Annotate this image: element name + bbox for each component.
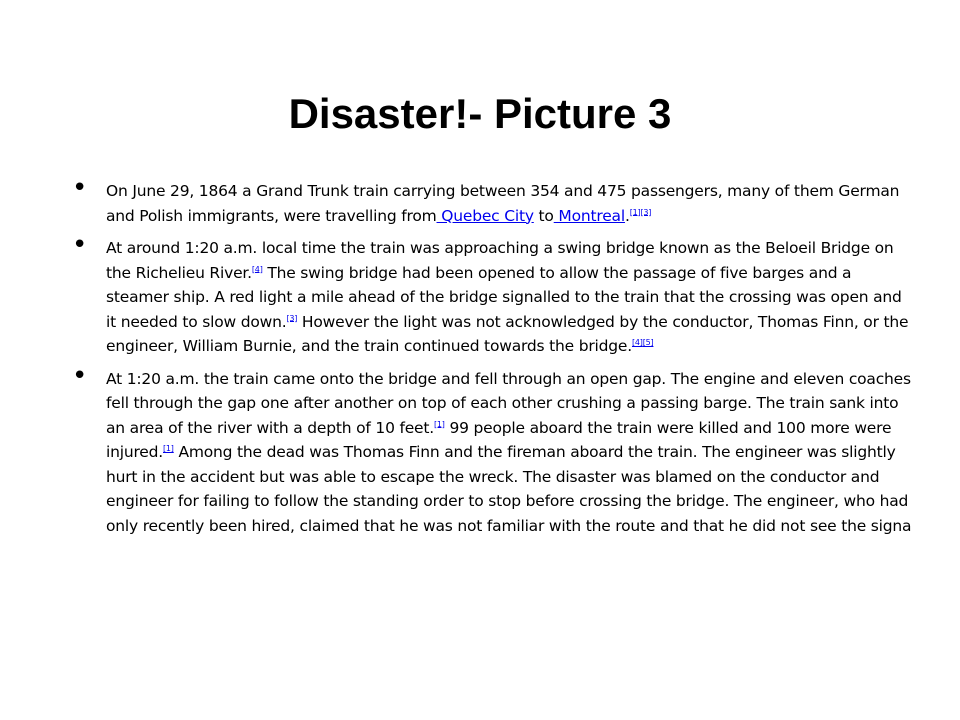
citation-group (286, 313, 297, 322)
paragraph-text: At around 1:20 a.m. local time the train was approaching a swing bridge known as the Beloeil Bridge on the Richelieu River. (106, 239, 894, 282)
citation-group (163, 444, 174, 453)
citation-link-4[interactable]: [4] (251, 264, 263, 274)
paragraph-text: to (533, 206, 554, 225)
citation-group (434, 419, 445, 428)
paragraph-text: However the light was not acknowledged by the conductor, Thomas Finn, or the engineer, William Burnie, and the train continued towards the bridge. (106, 312, 909, 355)
paragraph-text: Among the dead was Thomas Finn and the fireman aboard the train. The engineer was slightly hurt in the accident but was able to escape the wreck. The disaster was blamed on the conductor and engineer for failing to follow the standing order to stop before crossing the bridge. The engineer, who had only recently been hired, claimed that he was not familiar with the route and that he did not see the signa (106, 443, 912, 535)
citation-group (630, 207, 651, 216)
paragraph-text: 99 people aboard the train were killed and 100 more were injured. (106, 418, 892, 461)
paragraph-text: . (624, 206, 630, 225)
bullet-dot-icon: • (72, 230, 88, 260)
bullet-item-1 (72, 173, 912, 228)
citation-link-3[interactable]: [3] (286, 313, 298, 323)
citation-group (252, 264, 263, 273)
bullet-dot-icon: • (72, 360, 88, 391)
link-quebec-city[interactable]: Quebec City (436, 206, 534, 225)
bullet-dot-icon: • (72, 173, 88, 203)
bullet-list (72, 173, 912, 546)
citation-link-1[interactable]: [1] (163, 443, 174, 453)
slide-title: Disaster!- Picture 3 (288, 90, 672, 137)
citation-link-1[interactable]: [1] (434, 419, 445, 429)
link-montreal[interactable]: Montreal (553, 206, 625, 225)
paragraph-text: At 1:20 a.m. the train came onto the bridge and fell through an open gap. The engine and eleven coaches fell through the gap one after another on top of each other crushing a passing barge. The train sank into an area of the river with a depth of 10 feet. (106, 369, 911, 437)
citation-link-1[interactable]: [1] (629, 207, 641, 217)
paragraph-text: On June 29, 1864 a Grand Trunk train carrying between 354 and 475 passengers, many of them German and Polish immigrants, were travelling from (106, 182, 900, 225)
citation-group (632, 338, 653, 347)
paragraph-text: The swing bridge had been opened to allow the passage of five barges and a steamer ship. A red light a mile ahead of the bridge signalled to the train that the crossing was open and it needed to slow down. (106, 263, 902, 331)
citation-link-5[interactable]: [5] (642, 337, 654, 347)
citation-link-3[interactable]: [3] (640, 207, 652, 217)
bullet-item-3 (72, 360, 912, 539)
citation-link-4[interactable]: [4] (631, 337, 643, 347)
bullet-item-2 (72, 230, 912, 359)
